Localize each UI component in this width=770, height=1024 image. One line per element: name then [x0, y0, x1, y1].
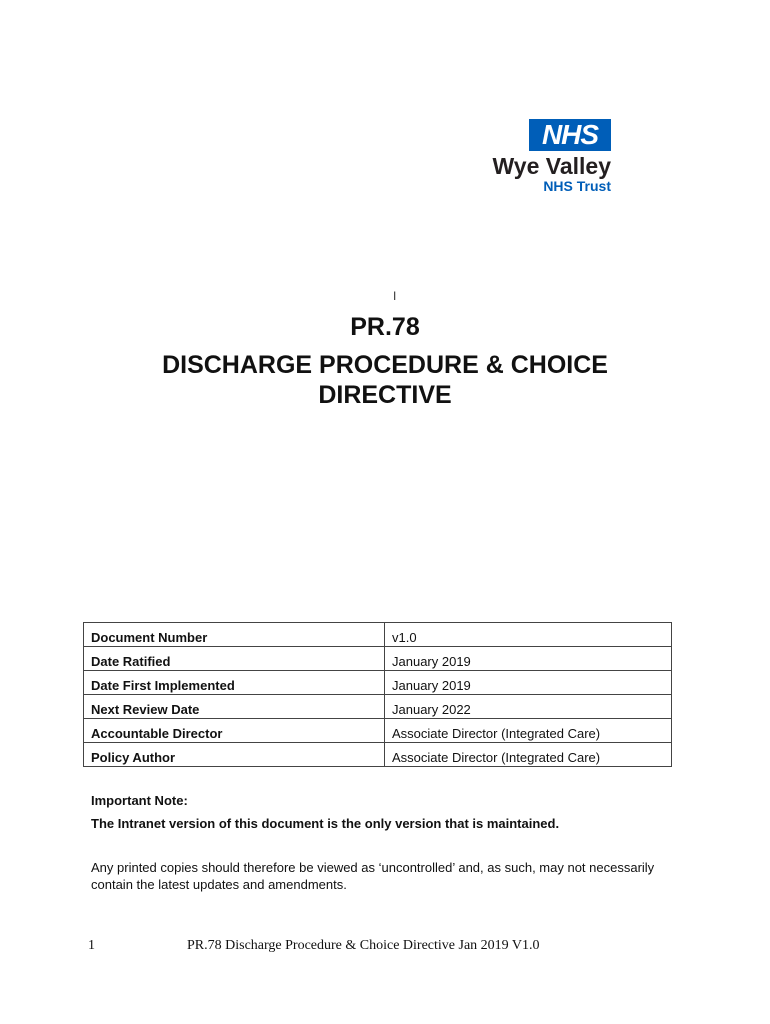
- title-line-2: DIRECTIVE: [318, 381, 452, 409]
- metadata-value: Associate Director (Integrated Care): [385, 743, 672, 767]
- note-main-text: The Intranet version of this document is the only version that is maintained.: [91, 816, 560, 831]
- note-printed-copies-text: Any printed copies should therefore be viewed as ‘uncontrolled’ and, as such, may not necessarily contain the latest updates and amendments.: [91, 860, 655, 892]
- table-row: [84, 695, 672, 719]
- footer-text: PR.78 Discharge Procedure & Choice Directive Jan 2019 V1.0: [187, 938, 540, 953]
- nhs-logo: [470, 115, 620, 195]
- nhs-badge: NHS: [529, 119, 611, 151]
- table-row: [84, 647, 672, 671]
- important-note: [91, 792, 691, 893]
- table-row: [84, 623, 672, 647]
- text-cursor-mark: I: [393, 289, 397, 303]
- metadata-value: Associate Director (Integrated Care): [385, 719, 672, 743]
- table-row: [84, 719, 672, 743]
- metadata-label: Date First Implemented: [84, 671, 385, 695]
- document-title: [100, 312, 670, 410]
- metadata-value: January 2019: [385, 671, 672, 695]
- document-metadata-table: [83, 622, 672, 767]
- metadata-label: Document Number: [84, 623, 385, 647]
- metadata-value: January 2019: [385, 647, 672, 671]
- metadata-label: Next Review Date: [84, 695, 385, 719]
- trust-name: Wye Valley: [492, 153, 611, 179]
- metadata-value: v1.0: [385, 623, 672, 647]
- document-code: PR.78: [350, 313, 420, 341]
- metadata-label: Date Ratified: [84, 647, 385, 671]
- table-row: [84, 671, 672, 695]
- note-heading: Important Note:: [91, 793, 188, 808]
- title-line-1: DISCHARGE PROCEDURE & CHOICE: [162, 351, 608, 379]
- trust-subtitle: NHS Trust: [543, 178, 611, 194]
- metadata-label: Accountable Director: [84, 719, 385, 743]
- metadata-label: Policy Author: [84, 743, 385, 767]
- table-row: [84, 743, 672, 767]
- metadata-value: January 2022: [385, 695, 672, 719]
- page-number: 1: [88, 938, 95, 953]
